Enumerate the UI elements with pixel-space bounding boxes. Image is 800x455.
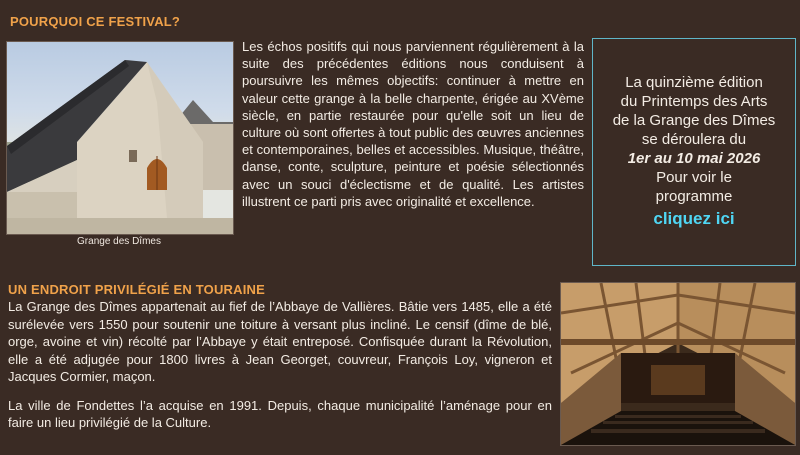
promo-line: se déroulera du bbox=[641, 131, 747, 148]
history-paragraph: La Grange des Dîmes appartenait au fief de l’Abbaye de Vallières. Bâtie vers 1485, elle a été surélevée vers 1550 pour soutenir une toiture à versant plus incliné. Le censif (dîme de blé, orge, avoine et vin) récolté par l’Abbaye y était entreposé. Confisquée durant la Révolution, elle a été adjugée pour 1800 livres à Jean Georget, couvreur, François Loy, vigneron et Jacques Cormier, maçon. bbox=[8, 299, 552, 384]
edition-promo-box bbox=[592, 38, 796, 266]
festival-dates: 1er au 10 mai 2026 bbox=[627, 150, 761, 167]
grange-interior-photo bbox=[560, 282, 796, 446]
section-title-touraine: UN ENDROIT PRIVILÉGIÉ EN TOURAINE bbox=[8, 282, 265, 297]
promo-line: La quinzième édition bbox=[625, 74, 763, 91]
history-paragraph: La ville de Fondettes l’a acquise en 1991. Depuis, chaque municipalité l’aménage pour en faire un lieu privilégié de la Culture. bbox=[8, 397, 552, 430]
photo-caption: Grange des Dîmes bbox=[77, 236, 161, 247]
promo-line: Pour voir le bbox=[656, 169, 732, 186]
program-link[interactable]: cliquez ici bbox=[653, 209, 735, 228]
section-title-festival: POURQUOI CE FESTIVAL? bbox=[10, 14, 181, 29]
promo-line: de la Grange des Dîmes bbox=[612, 112, 776, 129]
promo-line: programme bbox=[655, 188, 733, 205]
promo-line: du Printemps des Arts bbox=[620, 93, 768, 110]
grange-exterior-photo bbox=[6, 41, 234, 235]
festival-description: Les échos positifs qui nous parviennent régulièrement à la suite des précédentes éditions nous conduisent à poursuivre les mêmes objectifs: continuer à mettre en valeur cette grange à la belle charpente, érigée au XVème siècle, en partie restaurée pour qu'elle soit un lieu de culture où sont offertes à tout public des œuvres anciennes et contemporaines, belles et accessibles. Musique, théâtre, danse, conte, sculpture, peinture et poésie sélectionnés avec un souci d'éclectisme et de qualité. Les artistes illustrent ce parti pris avec originalité et excellence. bbox=[242, 39, 584, 209]
history-text bbox=[8, 298, 552, 432]
